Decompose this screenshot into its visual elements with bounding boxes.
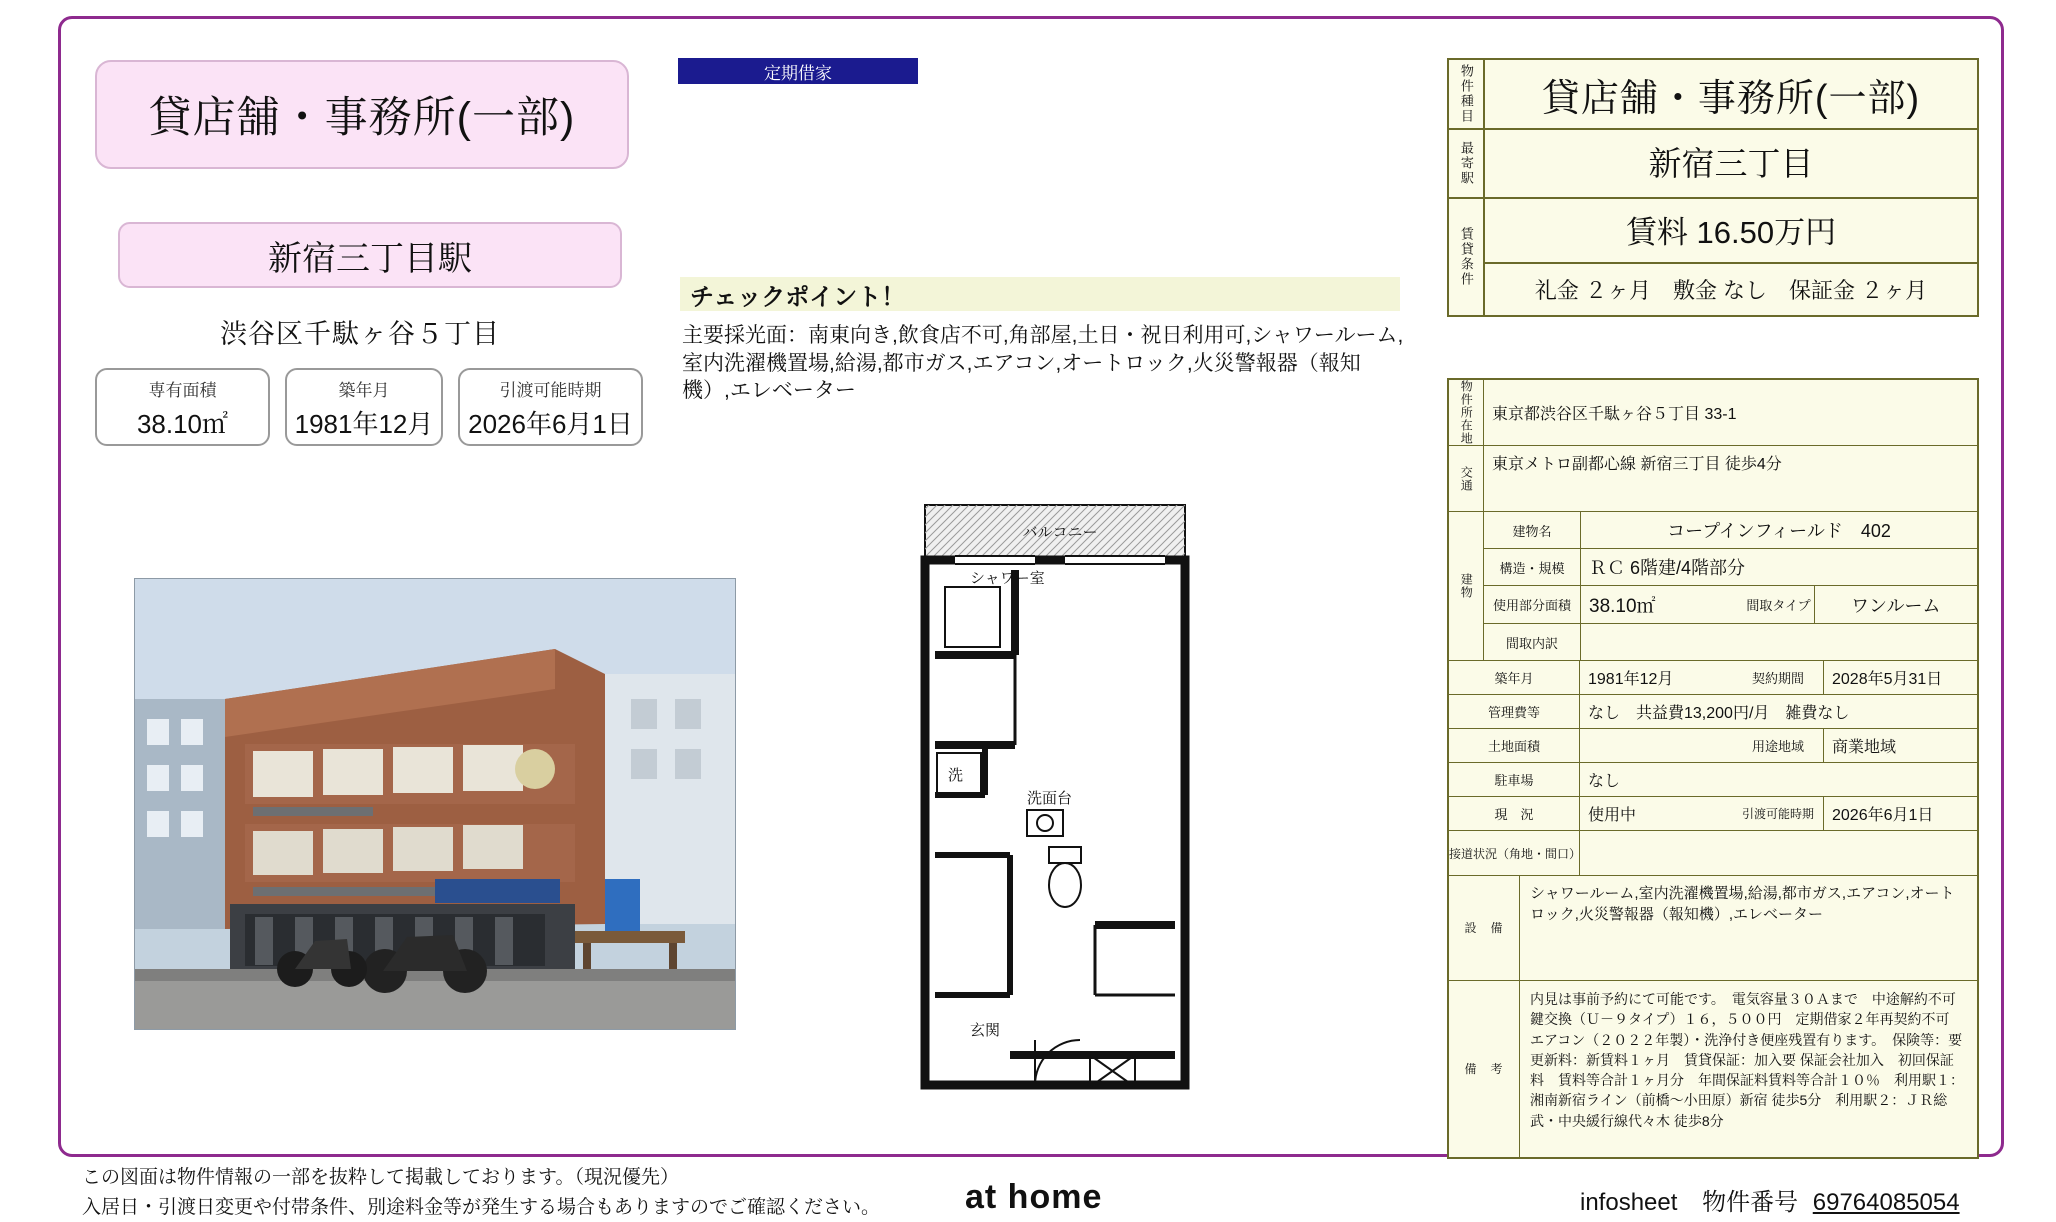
detail-status: 使用中 bbox=[1588, 807, 1637, 824]
detail-table bbox=[1447, 378, 1979, 1159]
checkpoint-body: 主要採光面：南東向き,飲食店不可,角部屋,土日・祝日利用可,シャワールーム,室内洗濯機置場,給湯,都市ガス,エアコン,オートロック,火災警報器（報知機）,エレベーター bbox=[682, 324, 1404, 403]
fact-handover-value: 2026年6月1日 bbox=[468, 409, 633, 439]
footer-note-1: この図面は物件情報の一部を抜粋して掲載しております。（現況優先） bbox=[82, 1167, 679, 1188]
station-box bbox=[118, 222, 622, 288]
fact-handover bbox=[458, 368, 643, 446]
detail-row-road bbox=[1449, 831, 1977, 876]
detail-row-traffic bbox=[1449, 446, 1977, 512]
fact-handover-label: 引渡可能時期 bbox=[499, 381, 602, 400]
fact-built bbox=[285, 368, 443, 446]
detail-address: 東京都渋谷区千駄ヶ谷５丁目 33-1 bbox=[1492, 406, 1737, 423]
detail-side-location bbox=[1449, 380, 1484, 445]
detail-traffic-2 bbox=[1484, 479, 1977, 511]
floor-plan-drawing bbox=[915, 495, 1205, 1095]
station-label: 新宿三丁目駅 bbox=[268, 239, 472, 278]
detail-row-parking bbox=[1449, 763, 1977, 797]
detail-layout-detail bbox=[1581, 624, 1977, 660]
detail-built: 1981年12月 bbox=[1588, 671, 1674, 688]
detail-building-group bbox=[1449, 512, 1977, 661]
detail-row-built bbox=[1449, 661, 1977, 695]
detail-row-layout-detail bbox=[1484, 624, 1977, 660]
infosheet-label: infosheet bbox=[1580, 1189, 1678, 1216]
detail-row-status bbox=[1449, 797, 1977, 831]
detail-parking: なし bbox=[1588, 773, 1621, 790]
checkpoint-title-band bbox=[680, 277, 1400, 311]
summary-side-station-label: 最寄駅 bbox=[1458, 141, 1474, 186]
summary-row-station bbox=[1449, 130, 1977, 199]
summary-rent: 賃料 16.50万円 bbox=[1485, 199, 1977, 264]
athome-logo bbox=[965, 1178, 1102, 1217]
property-type-label: 貸店舗・事務所(一部) bbox=[148, 94, 576, 142]
floorplan-label-basin: 洗面台 bbox=[1027, 790, 1073, 807]
fact-area bbox=[95, 368, 270, 446]
detail-mgmt-label: 管理費等 bbox=[1449, 695, 1580, 728]
detail-side-equipment-label: 設 備 bbox=[1464, 920, 1504, 935]
detail-side-location-label: 物件所在地 bbox=[1459, 380, 1474, 445]
fact-built-label: 築年月 bbox=[338, 381, 390, 400]
detail-side-traffic bbox=[1449, 446, 1484, 511]
detail-handover-label: 引渡可能時期 bbox=[1733, 797, 1824, 830]
detail-layout-type: ワンルーム bbox=[1850, 595, 1941, 616]
property-type-box bbox=[95, 60, 629, 169]
detail-side-remarks-label: 備 考 bbox=[1464, 1061, 1504, 1076]
floor-plan bbox=[915, 495, 1205, 1095]
detail-road-label: 接道状況（角地・間口） bbox=[1449, 831, 1580, 875]
summary-side-type-label: 物件種目 bbox=[1458, 64, 1474, 124]
detail-layout-detail-label: 間取内訳 bbox=[1484, 624, 1581, 660]
detail-mgmt: なし 共益費13,200円/月 雑費なし bbox=[1588, 705, 1850, 722]
detail-side-traffic-label: 交通 bbox=[1459, 465, 1474, 492]
floorplan-label-entrance: 玄関 bbox=[970, 1022, 1001, 1039]
detail-structure: ＲＣ 6階建/4階部分 bbox=[1589, 558, 1746, 578]
summary-row-type bbox=[1449, 60, 1977, 130]
floorplan-label-wash: 洗 bbox=[948, 767, 964, 784]
summary-station: 新宿三丁目 bbox=[1648, 145, 1814, 182]
detail-remarks: 内見は事前予約にて可能です。 電気容量３０Ａまで 中途解約不可 鍵交換（Ｕ－９タイプ）１６，５００円 定期借家２年再契約不可 エアコン（２０２２年製）・洗浄付き便座残置有ります。 保険等：要 更新料：新賃料１ヶ月 賃貸保証：加入要 保証会社加入 初回保証料 賃料等合計１ヶ月分 年間保証料賃料等合計１０％ 利用駅１：湘南新宿ライン（前橋～小田原）新宿 徒歩5分 利用駅２：ＪＲ総武・中央緩行線代々木 徒歩8分 bbox=[1530, 991, 1978, 1129]
detail-side-building bbox=[1449, 512, 1484, 660]
detail-traffic-1: 東京メトロ副都心線 新宿三丁目 徒歩4分 bbox=[1492, 456, 1782, 473]
summary-side-conditions bbox=[1449, 199, 1485, 315]
teiki-shakuya-badge: 定期借家 bbox=[678, 58, 918, 84]
detail-built-label: 築年月 bbox=[1449, 661, 1580, 694]
summary-side-type bbox=[1449, 60, 1485, 128]
detail-equipment: シャワールーム,室内洗濯機置場,給湯,都市ガス,エアコン,オートロック,火災警報器（報知機）,エレベーター bbox=[1530, 885, 1955, 923]
property-no-label: 物件番号 bbox=[1702, 1189, 1799, 1216]
summary-conditions: 礼金 ２ヶ月 敷金 なし 保証金 ２ヶ月 bbox=[1534, 278, 1928, 303]
detail-zoning-label: 用途地域 bbox=[1733, 729, 1824, 762]
detail-side-building-label: 建物 bbox=[1459, 573, 1474, 599]
floorplan-label-shower: シャワー室 bbox=[970, 570, 1045, 587]
detail-row-remarks bbox=[1449, 981, 1977, 1157]
detail-row-address bbox=[1449, 380, 1977, 446]
detail-building-name-label: 建物名 bbox=[1484, 512, 1581, 548]
detail-side-remarks bbox=[1449, 981, 1520, 1157]
floorplan-label-balcony: バルコニー bbox=[1022, 524, 1098, 541]
detail-row-structure bbox=[1484, 549, 1977, 586]
summary-row-conditions bbox=[1449, 199, 1977, 315]
building-photo bbox=[134, 578, 736, 1030]
detail-land bbox=[1580, 729, 1733, 762]
fact-area-label: 専有面積 bbox=[148, 381, 217, 400]
detail-row-area bbox=[1484, 586, 1977, 624]
fact-area-value: 38.10㎡ bbox=[136, 409, 229, 439]
detail-parking-label: 駐車場 bbox=[1449, 763, 1580, 796]
footer-note-2: 入居日・引渡日変更や付帯条件、別途料金等が発生する場合もありますのでご確認ください。 bbox=[82, 1197, 881, 1218]
fact-built-value: 1981年12月 bbox=[294, 409, 434, 439]
detail-status-label: 現 況 bbox=[1449, 797, 1580, 830]
detail-building-name: コープインフィールド 402 bbox=[1667, 521, 1891, 541]
detail-area: 38.10㎡ bbox=[1589, 596, 1656, 617]
detail-row-land bbox=[1449, 729, 1977, 763]
detail-row-building-name bbox=[1484, 512, 1977, 549]
detail-row-mgmt bbox=[1449, 695, 1977, 729]
property-no-value: 69764085054 bbox=[1812, 1189, 1960, 1216]
checkpoint-title: チェックポイント！ bbox=[690, 283, 906, 311]
detail-contract: 2028年5月31日 bbox=[1832, 671, 1943, 688]
detail-row-equipment bbox=[1449, 876, 1977, 981]
detail-contract-label: 契約期間 bbox=[1733, 661, 1824, 694]
detail-road bbox=[1580, 831, 1977, 875]
detail-structure-label: 構造・規模 bbox=[1484, 549, 1581, 585]
summary-table bbox=[1447, 58, 1979, 317]
summary-side-station bbox=[1449, 130, 1485, 197]
detail-zoning: 商業地域 bbox=[1832, 739, 1897, 756]
detail-handover: 2026年6月1日 bbox=[1832, 807, 1934, 824]
address-short: 渋谷区千駄ヶ谷５丁目 bbox=[220, 319, 500, 349]
detail-layout-type-label: 間取タイプ bbox=[1744, 586, 1815, 623]
infosheet-footer bbox=[1580, 1182, 1960, 1217]
detail-land-label: 土地面積 bbox=[1449, 729, 1580, 762]
detail-side-equipment bbox=[1449, 876, 1520, 980]
detail-area-label: 使用部分面積 bbox=[1484, 586, 1581, 623]
athome-logo-text: at home bbox=[965, 1178, 1103, 1216]
building-photo-illustration bbox=[135, 579, 735, 1029]
summary-side-conditions-label: 賃貸条件 bbox=[1458, 227, 1474, 287]
summary-property-type: 貸店舗・事務所(一部) bbox=[1541, 77, 1921, 120]
